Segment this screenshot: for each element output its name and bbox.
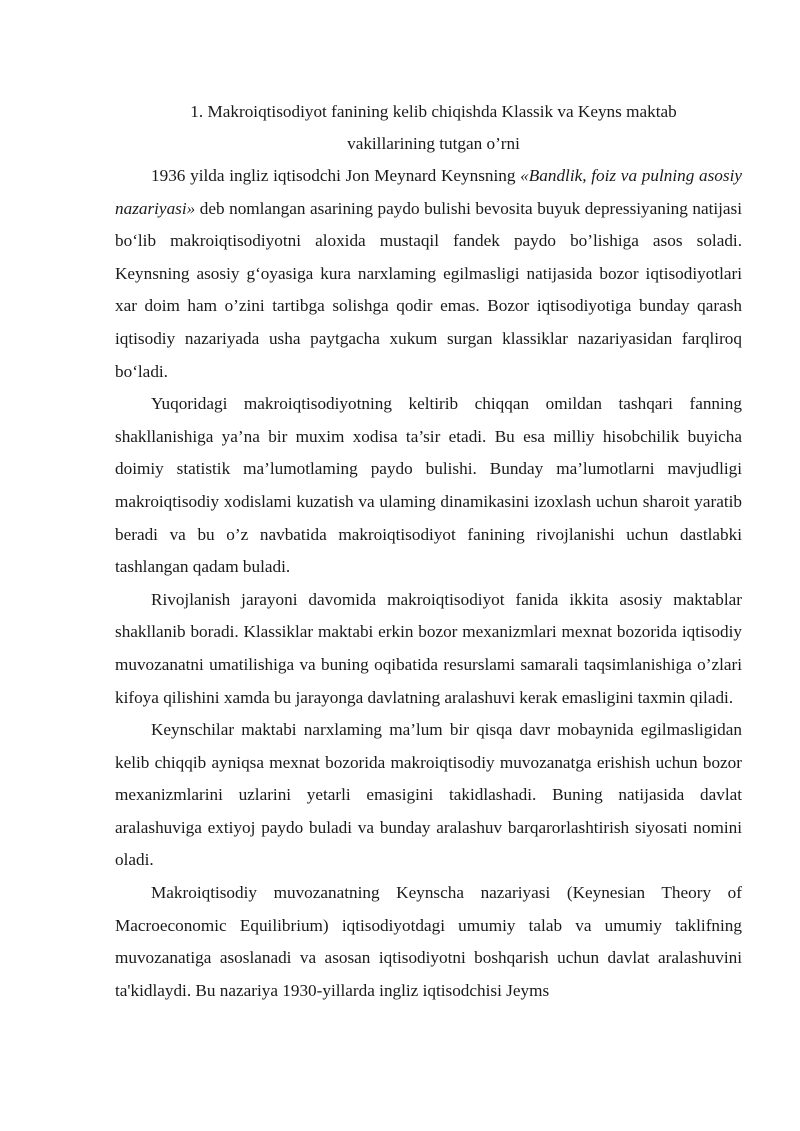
paragraph-1 [115,160,742,388]
book-title-italic: «Bandlik, foiz va pulning asosiy nazariyasi» [115,166,742,218]
heading-line-2: vakillarining tutgan o’rni [347,134,520,153]
heading-line-1: 1. Makroiqtisodiyot fanining kelib chiqishda Klassik va Keyns maktab [190,102,677,121]
paragraph-5: Makroiqtisodiy muvozanatning Keynscha nazariyasi (Keynesian Theory of Macroeconomic Equilibrium) iqtisodiyotdagi umumiy talab va umumiy taklifning muvozanatiga asoslanadi va asosan iqtisodiyotni boshqarish uchun davlat aralashuvini ta'kidlaydi. Bu nazariya 1930-yillarda ingliz iqtisodchisi Jeyms [115,883,742,1000]
paragraph-1-rest: deb nomlangan asarining paydo bulishi bevosita buyuk depressiyaning natijasi bo‘lib makroiqtisodiyotni aloxida mustaqil fandek paydo bo’lishiga asos soladi. Keynsning asosiy g‘oyasiga kura narxlaming egilmasligi natijasida bozor iqtisodiyotlari xar doim ham o’zini tartibga solishga qodir emas. Bozor iqtisodiyotiga bunday qarash iqtisodiy nazariyada usha paytgacha xukum surgan klassiklar nazariyasidan farqliroq bo‘ladi. [115,198,742,381]
section-heading [115,96,742,160]
paragraph-4: Keynschilar maktabi narxlaming ma’lum bir qisqa davr mobaynida egilmasligidan kelib chiqqib ayniqsa mexnat bozorida makroiqtisodiy muvozanatga erishish uchun bozor mexanizmlarini uzlarini yetarli emasigini takidlashadi. Buning natijasida davlat aralashuviga extiyoj paydo buladi va bunday aralashuv barqarorlashtirish siyosati nomini oladi. [115,720,742,870]
paragraph-3: Rivojlanish jarayoni davomida makroiqtisodiyot fanida ikkita asosiy maktablar shakllanib boradi. Klassiklar maktabi erkin bozor mexanizmlari mexnat bozorida iqtisodiy muvozanatni umatilishiga va buning oqibatida resurslami samarali taqsimlanishiga o’zlari kifoya qilishini xamda bu jarayonga davlatning aralashuvi kerak emasligini taxmin qiladi. [115,589,742,707]
paragraph-1-start: 1936 yilda ingliz iqtisodchi Jon Meynard Keynsning [151,166,521,185]
paragraph-2: Yuqoridagi makroiqtisodiyotning keltirib chiqqan omildan tashqari fanning shakllanishiga ya’na bir muxim xodisa ta’sir etadi. Bu esa milliy hisobchilik buyicha doimiy statistik ma’lumotlaming paydo bulishi. Bunday ma’lumotlarni mavjudligi makroiqtisodiy xodislami kuzatish va ulaming dinamikasini izoxlash uchun sharoit yaratib beradi va bu o’z navbatida makroiqtisodiyot fanining rivojlanishi uchun dastlabki tashlangan qadam buladi. [115,394,742,577]
